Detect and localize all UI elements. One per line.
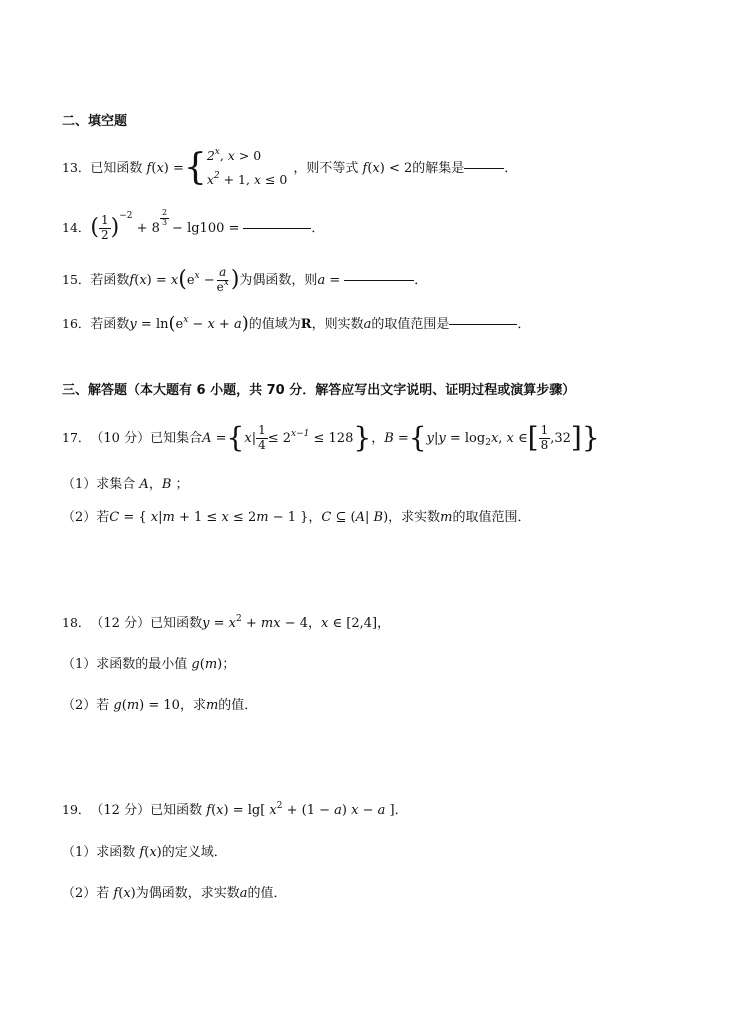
math-expression: a xyxy=(239,886,248,901)
math-expression: ,32 xyxy=(550,430,571,446)
math-expression: B xyxy=(161,477,172,492)
bracket-right: ] xyxy=(570,421,582,454)
math-expression: f(x) xyxy=(109,886,136,901)
question-number: 19． xyxy=(62,802,91,818)
section-heading-solutions: 三、解答题（本大题有 6 小题，共 70 分．解答应写出文字说明、证明过程或演算步骤） xyxy=(62,383,576,398)
answer-blank[interactable] xyxy=(449,323,517,325)
math-expression: x ∈ [2,4] xyxy=(321,616,378,631)
case-line: $x^2 + 1$, x ≤ 0 xyxy=(206,171,288,187)
sub-question-text: （1）求集合 xyxy=(62,477,136,492)
fraction-one-eighth: $\frac{1}{8}$ xyxy=(540,423,549,452)
sub-question-text: （2）若 xyxy=(62,886,110,901)
sub-question-end: 的值． xyxy=(247,886,287,901)
question-number: 16． xyxy=(62,315,91,331)
bracket-left: [ xyxy=(527,421,539,454)
math-expression: C = { x|m + 1 ≤ x ≤ 2m − 1 } xyxy=(109,510,309,525)
fraction-one-quarter: $\frac{1}{4}$ xyxy=(258,423,266,452)
question-end: ． xyxy=(504,160,518,176)
separator: ， xyxy=(148,477,162,492)
separator: ， xyxy=(308,510,322,525)
question-17-part-2 xyxy=(62,511,531,524)
question-text: ，则实数 xyxy=(311,316,364,332)
question-19 xyxy=(62,801,408,818)
sub-question-text: （1）求函数的最小值 xyxy=(62,657,188,672)
question-text: 的取值范围是 xyxy=(371,316,450,332)
question-18-part-2 xyxy=(62,699,257,712)
separator: ， xyxy=(377,616,391,631)
question-text: ，则不等式 xyxy=(293,160,359,176)
math-expression: f(x) xyxy=(135,845,162,860)
answer-blank[interactable] xyxy=(243,227,311,229)
fraction-one-half: $\frac{1}{2}$ xyxy=(101,213,109,242)
math-expression: y = ln xyxy=(129,316,169,332)
question-17 xyxy=(62,418,600,458)
question-number: 17． xyxy=(62,429,91,445)
brace-right: } xyxy=(353,421,372,454)
question-score: （12 分） xyxy=(90,803,151,818)
set-r: R xyxy=(300,316,312,332)
question-text: 已知函数 xyxy=(90,160,143,176)
math-expression: A = xyxy=(202,430,227,446)
question-end: ． xyxy=(311,220,325,236)
answer-blank[interactable] xyxy=(464,167,504,169)
sub-question-text: ，求 xyxy=(179,698,206,713)
paren-right: ) xyxy=(241,313,249,334)
exponent-fraction: $\frac{2}{3}$ xyxy=(161,207,168,227)
math-expression: A xyxy=(139,477,149,492)
question-number: 18． xyxy=(62,615,91,631)
paren-left: ( xyxy=(90,215,99,240)
math-expression: a = xyxy=(317,272,341,288)
question-end: ． xyxy=(517,316,531,332)
sub-question-text: 为偶函数，求实数 xyxy=(135,886,240,901)
math-expression: f(x) < 2 xyxy=(358,160,413,176)
question-text: 若函数 xyxy=(90,316,130,332)
question-number: 14． xyxy=(62,219,91,235)
brace-left: { xyxy=(408,421,427,454)
sub-question-end: 的值． xyxy=(218,698,258,713)
math-expression: m xyxy=(440,510,453,525)
question-end: ． xyxy=(414,272,428,288)
math-expression: g(m) xyxy=(187,657,223,672)
question-text: 已知集合 xyxy=(150,430,203,446)
math-expression: g(m) = 10 xyxy=(109,698,180,713)
question-18-part-1 xyxy=(62,658,235,671)
question-15 xyxy=(62,262,427,298)
math-expression: f(x) = x xyxy=(129,272,179,288)
question-19-part-2 xyxy=(62,887,287,900)
sub-question-end: 的定义域． xyxy=(161,845,227,860)
fraction-a-over-ex: $\frac{a}{e^x}$ xyxy=(216,265,229,294)
question-text: 已知函数 xyxy=(150,616,203,631)
section-heading-fill-in: 二、填空题 xyxy=(62,114,128,129)
math-expression: f(x) = lg[ $x^2 + (1 - a) x - a$ ] xyxy=(202,801,395,818)
separator: ， xyxy=(308,616,322,631)
sub-question-end: ； xyxy=(222,657,236,672)
math-expression: m xyxy=(205,698,219,713)
question-text: 为偶函数，则 xyxy=(239,272,318,288)
paren-left: ( xyxy=(178,267,187,292)
exponent: −2 xyxy=(119,210,133,221)
sub-question-text: （1）求函数 xyxy=(62,845,136,860)
math-expression: + 8 xyxy=(132,220,160,236)
math-expression: $e^x - x + a$ xyxy=(175,314,242,332)
question-17-part-1 xyxy=(62,478,189,491)
question-end: ． xyxy=(394,803,408,818)
question-number: 15． xyxy=(62,271,91,287)
math-expression: − lg100 = xyxy=(172,220,240,236)
brace-left: { xyxy=(226,421,245,454)
question-19-part-1 xyxy=(62,846,227,859)
math-expression: $y|y = \log_2x$, x ∈ xyxy=(426,430,528,448)
math-expression: a xyxy=(363,316,372,332)
paren-right: ) xyxy=(110,215,120,240)
paren-left: ( xyxy=(168,313,176,334)
separator: ， xyxy=(371,430,385,446)
question-score: （12 分） xyxy=(90,616,151,631)
question-text: 的值域为 xyxy=(248,316,301,332)
case-line: 2$^x$, x > 0 xyxy=(206,147,262,164)
math-expression: $e^x$ − xyxy=(186,270,215,288)
sub-question-text: （2）若 xyxy=(62,510,110,525)
question-text: 的解集是 xyxy=(412,160,465,176)
question-14 xyxy=(62,207,325,246)
question-number: 13． xyxy=(62,159,91,175)
question-13 xyxy=(62,148,517,188)
question-score: （10 分） xyxy=(90,430,151,446)
brace-right: } xyxy=(581,421,600,454)
sub-question-text: ，求实数 xyxy=(388,510,441,525)
brace-symbol: { xyxy=(183,147,207,188)
answer-blank[interactable] xyxy=(344,279,414,281)
question-text: 已知函数 xyxy=(150,803,203,818)
sub-question-end: ； xyxy=(175,477,189,492)
math-expression: ≤ $2^{x-1} \le 128$ xyxy=(267,428,354,446)
paren-right: ) xyxy=(230,267,240,292)
sub-question-end: 的取值范围． xyxy=(452,510,531,525)
piecewise-cases xyxy=(207,144,288,192)
math-expression: C ⊆ (A| B) xyxy=(321,510,389,525)
question-text: 若函数 xyxy=(90,272,130,288)
question-18 xyxy=(62,614,391,631)
sub-question-text: （2）若 xyxy=(62,698,110,713)
math-expression: B = xyxy=(384,430,409,446)
math-expression: f(x) = xyxy=(142,160,184,176)
math-expression: x| xyxy=(244,430,257,446)
math-expression: $y = x^2$ + mx − 4 xyxy=(202,614,308,631)
question-16 xyxy=(62,312,530,336)
